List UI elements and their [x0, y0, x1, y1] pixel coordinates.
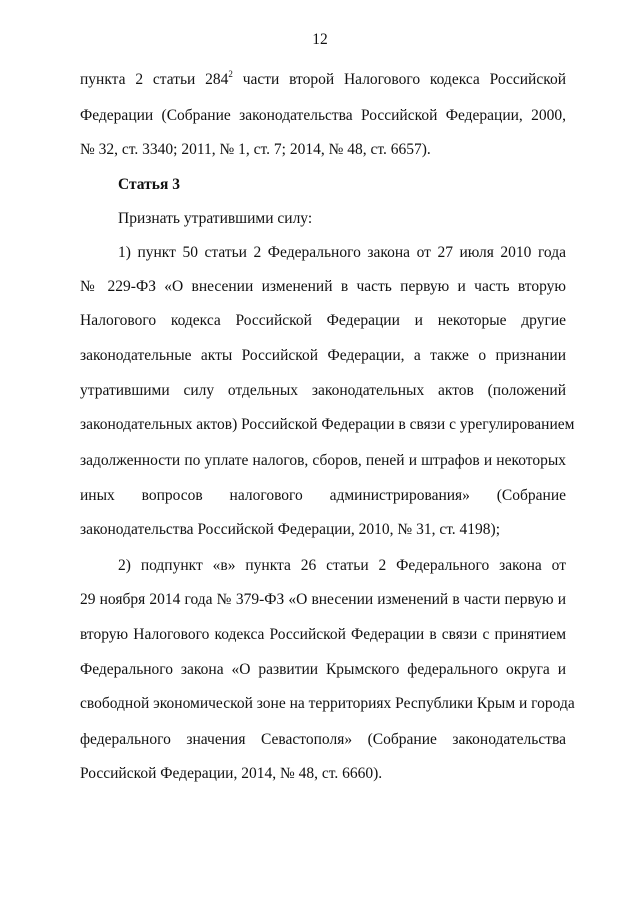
text-line: задолженности по уплате налогов, сборов, пеней и штрафов и некоторых [80, 452, 566, 469]
superscript: 2 [228, 69, 233, 79]
list-item-1: 1) пункт 50 статьи 2 Федерального закона от 27 июля 2010 года [118, 244, 566, 261]
text-line: Федерации (Собрание законодательства Российской Федерации, 2000, [80, 107, 566, 124]
text-line: пункта 2 статьи $284^2$ части второй Налогового кодекса Российской [80, 69, 566, 88]
text-line: вторую Налогового кодекса Российской Федерации в связи с принятием [80, 626, 566, 643]
text-line: Российской Федерации, 2014, № 48, ст. 6660). [80, 765, 383, 782]
article-heading: Статья 3 [118, 176, 180, 193]
text-line: законодательные акты Российской Федерации, а также о признании [80, 347, 566, 364]
text-line: законодательных актов) Российской Федерации в связи с урегулированием [80, 416, 575, 433]
text-line: Признать утратившими силу: [118, 210, 313, 227]
text-line: федерального значения Севастополя» (Собрание законодательства [80, 731, 566, 748]
text-line: 29 ноября 2014 года № 379-ФЗ «О внесении изменений в части первую и [80, 591, 566, 608]
text-line: законодательства Российской Федерации, 2010, № 31, ст. 4198); [80, 521, 501, 538]
text-line: Федерального закона «О развитии Крымского федерального округа и [80, 661, 566, 678]
text-line: свободной экономической зоне на территориях Республики Крым и города [80, 695, 575, 712]
page-number: 12 [312, 31, 328, 48]
text-line: Налогового кодекса Российской Федерации и некоторые другие [80, 312, 566, 329]
text-line: № 32, ст. 3340; 2011, № 1, ст. 7; 2014, № 48, ст. 6657). [80, 141, 431, 158]
text-line: иных вопросов налогового администрирования» (Собрание [80, 487, 566, 504]
list-item-2: 2) подпункт «в» пункта 26 статьи 2 Федерального закона от [118, 557, 566, 574]
text-line: утратившими силу отдельных законодательных актов (положений [80, 382, 566, 399]
text-line: № 229-ФЗ «О внесении изменений в часть первую и часть вторую [80, 278, 566, 295]
